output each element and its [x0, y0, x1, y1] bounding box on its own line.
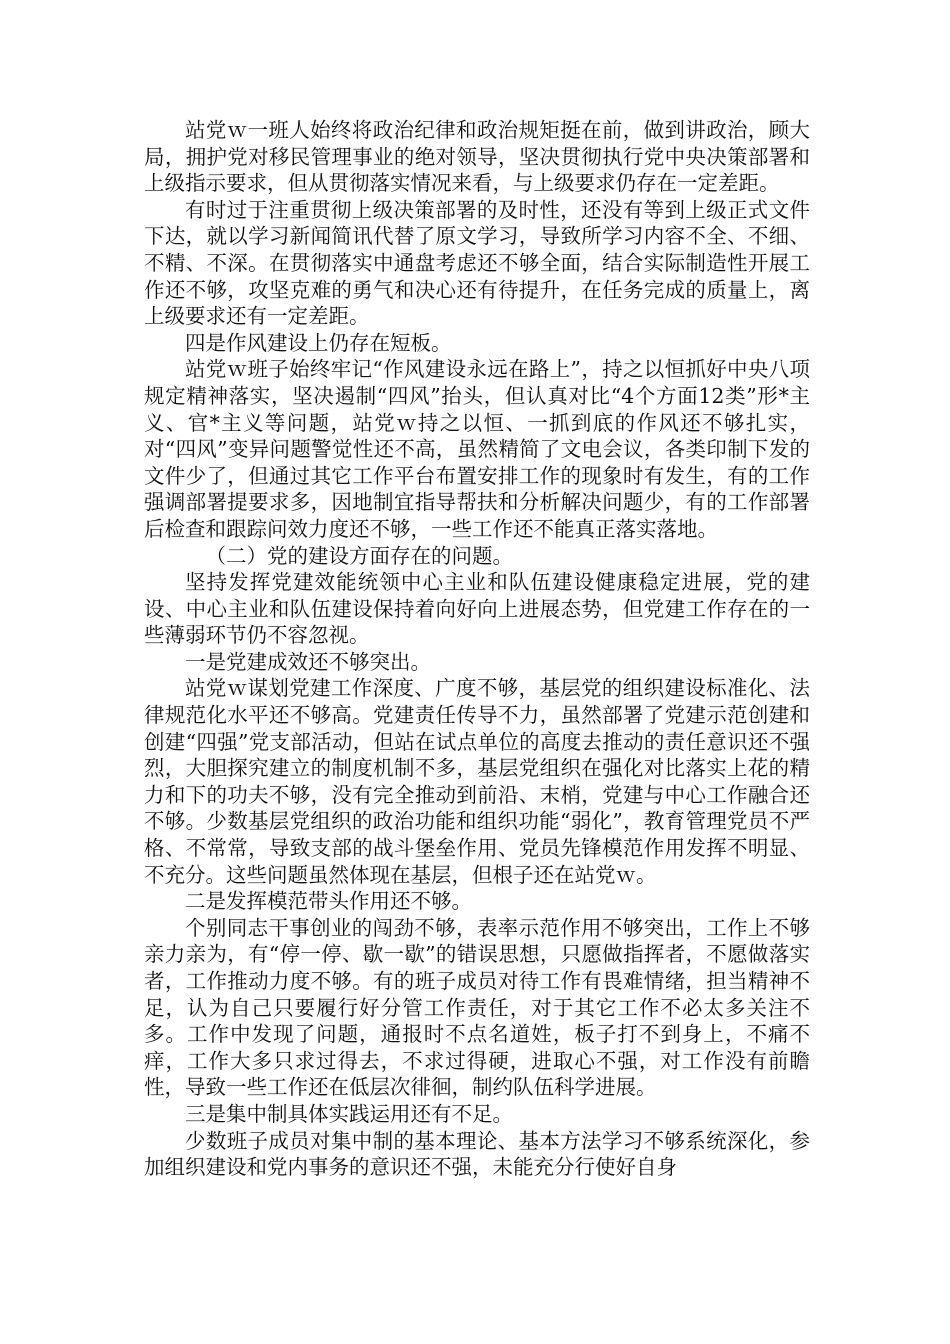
section-heading: 一是党建成效还不够突出。: [185, 649, 431, 674]
document-body: [144, 117, 810, 1181]
section-heading: 二是发挥模范带头作用还不够。: [185, 889, 472, 914]
paragraph: 个别同志干事创业的闯劲不够，表率示范作用不够突出，工作上不够亲力亲为，有“停一停、歇一歇”的错误思想，只愿做指挥者，不愿做落实者，工作推动力度不够。有的班子成员对待工作有畏难情绪，担当精神不足，认为自己只要履行好分管工作责任，对于其它工作不必太多关注不多。工作中发现了问题，通报时不点名道姓，板子打不到身上，不痛不痒，工作大多只求过得去，不求过得硬，进取心不强，对工作没有前瞻性，导致一些工作还在低层次徘徊，制约队伍科学进展。: [144, 915, 810, 1100]
paragraph: 少数班子成员对集中制的基本理论、基本方法学习不够系统深化，参加组织建设和党内事务的意识还不强，未能充分行使好自身: [144, 1128, 810, 1180]
paragraph: 站党ｗ一班人始终将政治纪律和政治规矩挺在前，做到讲政治，顾大局，拥护党对移民管理事业的绝对领导，坚决贯彻执行党中央决策部署和上级指示要求，但从贯彻落实情况来看，与上级要求仍存在一定差距。: [144, 118, 810, 196]
paragraph: 站党ｗ班子始终牢记“作风建设永远在路上”，持之以恒抓好中央八项规定精神落实，坚决遏制“四风”抬头，但认真对比“4个方面12类”形*主义、官*主义等问题，站党ｗ持之以恒、一抓到底的作风还不够扎实，对“四风”变异问题警觉性还不高，虽然精简了文电会议，各类印制下发的文件少了，但通过其它工作平台布置安排工作的现象时有发生，有的工作强调部署提要求多，因地制宜指导帮扶和分析解决问题少，有的工作部署后检查和跟踪问效力度还不够，一些工作还不能真正落实落地。: [144, 357, 810, 541]
paragraph: 坚持发挥党建效能统领中心主业和队伍建设健康稳定进展，党的建设、中心主业和队伍建设保持着向好向上进展态势，但党建工作存在的一些薄弱环节仍不容忽视。: [144, 570, 810, 648]
paragraph: 有时过于注重贯彻上级决策部署的及时性，还没有等到上级正式文件下达，就以学习新闻简讯代替了原文学习，导致所学习内容不全、不细、不精、不深。在贯彻落实中通盘考虑还不够全面，结合实际制造性开展工作还不够，攻坚克难的勇气和决心还有待提升，在任务完成的质量上，离上级要求还有一定差距。: [144, 197, 810, 329]
paragraph: 站党ｗ谋划党建工作深度、广度不够，基层党的组织建设标准化、法律规范化水平还不够高。党建责任传导不力，虽然部署了党建示范创建和创建“四强”党支部活动，但站在试点单位的高度去推动的责任意识还不强烈，大胆探究建立的制度机制不多，基层党组织在强化对比落实上花的精力和下的功夫不够，没有完全推动到前沿、末梢，党建与中心工作融合还不够。少数基层党组织的政治功能和组织功能“弱化”，教育管理党员不严格、不常常，导致支部的战斗堡垒作用、党员先锋模范作用发挥不明显、不充分。这些问题虽然体现在基层，但根子还在站党ｗ。: [144, 676, 810, 887]
section-heading: 三是集中制具体实践运用还有不足。: [185, 1101, 513, 1126]
section-heading: 四是作风建设上仍存在短板。: [185, 330, 452, 355]
section-heading: （二）党的建设方面存在的问题。: [205, 543, 513, 568]
